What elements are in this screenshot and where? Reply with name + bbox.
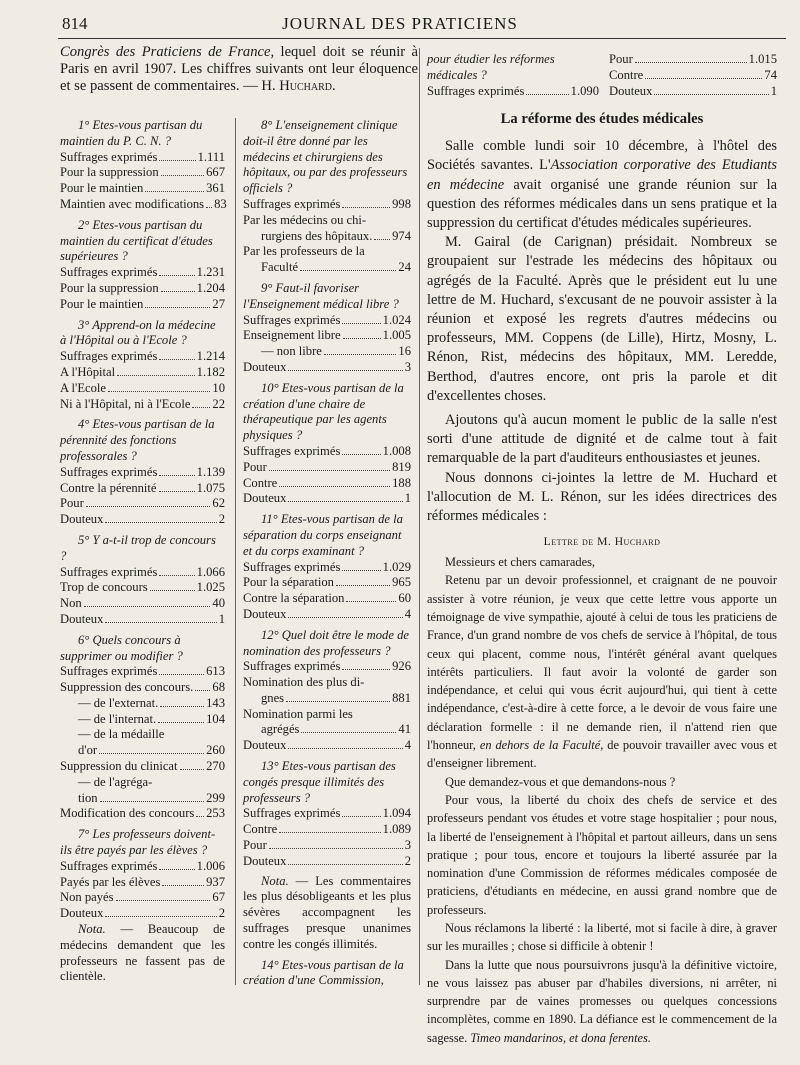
result-value: 22 xyxy=(212,396,225,411)
survey-column-2 xyxy=(243,118,411,989)
result-row xyxy=(60,150,225,166)
leader-dots xyxy=(159,275,194,276)
leader-dots xyxy=(145,191,204,192)
result-row xyxy=(243,854,411,870)
nota-2: Nota. — Les commentaires les plus désobligeants et les plus sévères accompagnent les suffrages presque unanimes contre les congés illimités. xyxy=(243,873,411,951)
result-row xyxy=(243,476,411,492)
question-9-results xyxy=(243,313,411,376)
result-label: Pour la suppression xyxy=(60,165,159,180)
result-label: Suffrages exprimés xyxy=(243,443,341,458)
question-11-results xyxy=(243,560,411,623)
leader-dots xyxy=(342,323,380,324)
result-value: 667 xyxy=(206,165,225,180)
result-row xyxy=(60,365,225,381)
result-label: Non payés xyxy=(60,890,114,905)
leader-dots xyxy=(288,617,402,618)
question-2: 2° Etes-vous partisan du maintien du certificat d'études supérieures ? xyxy=(60,217,213,264)
result-row: Suffrages exprimés 1.090 xyxy=(427,83,599,98)
question-12: 12° Quel doit être le mode de nomination des professeurs ? xyxy=(243,627,409,658)
result-value: 3 xyxy=(404,359,411,374)
result-row: rurgiens des hôpitaux. 974 xyxy=(261,228,411,243)
result-value: 1.089 xyxy=(382,822,411,837)
result-row xyxy=(243,822,411,838)
result-value: 998 xyxy=(392,196,411,211)
leader-dots xyxy=(84,606,211,607)
result-row xyxy=(243,344,411,360)
result-label: Suffrages exprimés xyxy=(60,858,158,873)
question-11: 11° Etes-vous partisan de la séparation du corps enseignant et du corps examinant ? xyxy=(243,512,403,558)
result-value: 1.182 xyxy=(196,364,225,379)
result-row xyxy=(60,875,225,891)
result-label: Suffrages exprimés xyxy=(243,196,341,211)
question-12-results xyxy=(243,659,411,675)
question-14-results xyxy=(609,52,777,99)
question-9: 9° Faut-il favoriser l'Enseignement médical libre ? xyxy=(243,280,399,311)
page-number: 814 xyxy=(62,14,88,33)
leader-dots xyxy=(159,575,194,576)
result-value: 67 xyxy=(212,890,225,905)
letter-paragraph-1: Retenu par un devoir professionnel, et craignant de ne pouvoir assister à votre réunion, je veux que cette lettre vous apporte un témoignage de vive sympathie, ajouté à celui de tous les praticiens de France, d'un grand nombre de vos chefs de service à l'hôpital, de tous ceux qui placent, comme nous, l'intérêt général avant quelques intérêts particuliers. Il faut avoir la volonté de garder son indépendance, et celui qui vous écrit aujourd'hui, qui tient à cette indépendance, c'est-à-dire à cette force, a le devoir de vous faire une déclaration formelle : il ne demande rien, il n'attend rien que l'honneur, en dehors de la Faculté, de pouvoir travailler avec vous et d'enseigner librement. xyxy=(427,573,777,771)
result-value: 1.075 xyxy=(196,480,225,495)
result-row xyxy=(243,444,411,460)
result-label: Contre la pérennité xyxy=(60,480,157,495)
result-row xyxy=(609,84,777,100)
result-row xyxy=(60,890,225,906)
letter-paragraph-4: Nous réclamons la liberté : la liberté, mot si facile à dire, à graver sur les murailles ; chose si difficile à obtenir ! xyxy=(427,920,777,954)
result-label: Suffrages exprimés xyxy=(243,312,341,327)
result-row: Suppression du clinicat 270 xyxy=(60,759,225,774)
result-row xyxy=(243,491,411,507)
leader-dots xyxy=(288,864,402,865)
result-value: 1.029 xyxy=(382,559,411,574)
page-header xyxy=(0,0,800,40)
result-value: 1.111 xyxy=(197,149,225,164)
result-row xyxy=(243,575,411,591)
article-paragraph-1: Salle comble lundi soir 10 décembre, à l'hôtel des Sociétés savantes. L'Association corporative des Etudiants en médecine avait organisé une grande réunion sur la question des réformes médicales dans un sens pratique et la suppression du certificat d'études médicales supérieures. xyxy=(427,138,778,231)
result-row xyxy=(60,265,225,281)
leader-dots xyxy=(206,207,212,208)
question-2-results xyxy=(60,265,225,312)
result-label: Suffrages exprimés xyxy=(243,659,341,674)
letter-heading: Lettre de M. Huchard xyxy=(543,535,661,549)
nota-1: Nota. — Beaucoup de médecins demandent que les professeurs ne fassent pas de clientèle. xyxy=(60,922,225,984)
result-row: tion 299 xyxy=(78,790,225,805)
result-label: — de la médaille xyxy=(78,727,165,742)
leader-dots xyxy=(159,359,194,360)
result-label: Douteux xyxy=(243,491,287,506)
result-value: 1.214 xyxy=(196,349,225,364)
result-row xyxy=(60,349,225,365)
leader-dots xyxy=(279,486,390,487)
leader-dots xyxy=(158,722,204,723)
result-label: Nomination des plus di- xyxy=(243,675,365,690)
result-label: Suffrages exprimés xyxy=(60,149,158,164)
result-row xyxy=(60,297,225,313)
lead-text: lequel doit se réunir à Paris en avril 1907. Les chiffres suivants ont leur éloquence et se passent de commentaires. — H. xyxy=(60,44,418,94)
leader-dots xyxy=(145,307,210,308)
question-7: 7° Les professeurs doivent-ils être payés par les élèves ? xyxy=(60,827,216,858)
result-row xyxy=(60,465,225,481)
letter-salutation: Messieurs et chers camarades, xyxy=(445,555,596,570)
leader-dots xyxy=(342,454,380,455)
question-1-results xyxy=(60,150,225,213)
question-5-results xyxy=(60,565,225,628)
question-8: 8° L'enseignement clinique doit-il être donné par les médecins et chirurgiens des hôpitaux, ou par des professeurs officiels ? xyxy=(243,118,408,196)
result-value: 10 xyxy=(212,380,225,395)
leader-dots xyxy=(346,601,396,602)
leader-dots xyxy=(116,900,211,901)
article-column xyxy=(427,52,777,1047)
leader-dots xyxy=(150,590,195,591)
result-label: Suffrages exprimés xyxy=(60,564,158,579)
result-label: Maintien avec modifications xyxy=(60,196,205,211)
leader-dots xyxy=(342,570,380,571)
question-3: 3° Apprend-on la médecine à l'Hôpital ou à l'Ecole ? xyxy=(60,317,216,348)
leader-dots xyxy=(159,674,204,675)
leader-dots xyxy=(159,475,194,476)
result-label: A l'Ecole xyxy=(60,380,106,395)
result-label: Contre la séparation xyxy=(243,591,345,606)
result-row: gnes 881 xyxy=(261,690,411,705)
leader-dots xyxy=(269,848,403,849)
result-label: Douteux xyxy=(243,853,287,868)
result-label: Suffrages exprimés xyxy=(243,806,341,821)
leader-dots xyxy=(105,916,216,917)
result-row xyxy=(60,906,225,922)
result-value: 613 xyxy=(206,664,225,679)
leader-dots xyxy=(324,354,397,355)
result-label: Payés par les élèves xyxy=(60,874,161,889)
result-value: 926 xyxy=(392,659,411,674)
result-value: 1.024 xyxy=(382,312,411,327)
question-8-results xyxy=(243,197,411,213)
result-row: Modification des concours 253 xyxy=(60,806,225,821)
result-label: Pour la suppression xyxy=(60,280,159,295)
result-label: Suppression des concours. xyxy=(60,680,194,695)
result-value: 16 xyxy=(398,344,411,359)
letter-paragraph-2: Que demandez-vous et que demandons-nous ? xyxy=(445,774,676,789)
leader-dots xyxy=(195,690,210,691)
question-4-results xyxy=(60,465,225,528)
result-label: Pour xyxy=(243,459,267,474)
leader-dots xyxy=(159,869,194,870)
result-label: Non xyxy=(60,596,82,611)
article-paragraph-2: M. Gairal (de Carignan) présidait. Nombreux se groupaient sur l'estrade les médecins des hôpitaux ou agrégés de la Faculté. Après que le président eut lu une lettre de M. Huchard, s'excusant de ne pouvoir assister à la réunion et exposé les regrets d'autres médecins ou professeurs, MM. Coppens (de Lille), Hirtz, Mosny, L. Rénon, Rist, médecins des hôpitaux, MM. Leredde, Berthod, d'autres encore, ont pris la parole et dit d'excellentes choses. xyxy=(427,234,777,404)
question-14: 14° Etes-vous partisan de la création d'une Commission, xyxy=(243,957,404,988)
result-row xyxy=(60,565,225,581)
result-row xyxy=(243,806,411,822)
leader-dots xyxy=(161,175,204,176)
result-row xyxy=(60,397,225,413)
leader-dots xyxy=(635,62,747,63)
result-row xyxy=(60,481,225,497)
result-value: 83 xyxy=(214,196,227,211)
question-13-results xyxy=(243,806,411,869)
result-value: 1.139 xyxy=(196,464,225,479)
question-6: 6° Quels concours à supprimer ou modifier ? xyxy=(60,632,183,663)
leader-dots xyxy=(162,885,204,886)
result-label: Suffrages exprimés xyxy=(60,464,158,479)
leader-dots xyxy=(342,816,380,817)
result-row: Faculté 24 xyxy=(261,260,411,275)
result-value: 1.005 xyxy=(382,328,411,343)
result-label: — de l'agréga- xyxy=(78,774,153,789)
result-row xyxy=(60,381,225,397)
question-10-results xyxy=(243,444,411,507)
question-1: 1° Etes-vous partisan du maintien du P. C. N. ? xyxy=(60,118,203,148)
question-3-results xyxy=(60,349,225,412)
result-value: 1.025 xyxy=(196,580,225,595)
result-label: Douteux xyxy=(60,906,104,921)
leader-dots xyxy=(645,78,762,79)
question-5: 5° Y a-t-il trop de concours ? xyxy=(60,532,216,563)
letter-paragraph-5: Dans la lutte que nous poursuivrons jusqu'à la définitive victoire, ne vous laissez pas abuser par d'habiles diversions, ni arrêter, ni surprendre par de vaines promesses ou quelques concessions incomplètes, comme en 1890. La défiance est le commencement de la sagesse. Timeo mandarinos, et dona ferentes. xyxy=(427,957,777,1045)
result-value: 2 xyxy=(218,906,225,921)
result-value: 1.231 xyxy=(196,265,225,280)
leader-dots xyxy=(159,491,195,492)
result-row: d'or 260 xyxy=(78,743,225,758)
result-row xyxy=(243,607,411,623)
result-row xyxy=(60,496,225,512)
result-label: Par les médecins ou chi- xyxy=(243,212,367,227)
leader-dots xyxy=(117,375,195,376)
leader-dots xyxy=(288,501,402,502)
article-paragraph-4: Nous donnons ci-jointes la lettre de M. Huchard et l'allocution de M. L. Rénon, sur les idées directrices des réformes médicales : xyxy=(427,469,777,525)
result-row xyxy=(60,165,225,181)
letter-paragraph-3: Pour vous, la liberté du choix des chefs de service et des professeurs pendant vos études et votre stage hospitalier ; pour nous, la liberté de l'enseignement à l'hôpital et partout ailleurs, dans un sens pratique ; pour tous, encore et toujours la liberté assurée par la nomination d'une Commission de réformes médicales composée de praticiens, d'étudiants en médecine, en aussi grand nombre que de professeurs. xyxy=(427,792,777,917)
result-value: 68 xyxy=(212,680,225,695)
result-value: 1 xyxy=(770,83,777,98)
result-row xyxy=(243,197,411,213)
result-label: Suffrages exprimés xyxy=(243,559,341,574)
result-row xyxy=(60,512,225,528)
result-label: Douteux xyxy=(609,83,653,98)
result-value: 27 xyxy=(212,296,225,311)
result-row xyxy=(243,313,411,329)
result-row xyxy=(609,68,777,84)
result-label: Contre xyxy=(609,67,644,82)
result-row xyxy=(60,612,225,628)
result-row xyxy=(60,181,225,197)
leader-dots xyxy=(161,291,195,292)
result-value: 2 xyxy=(218,512,225,527)
result-label: Trop de concours xyxy=(60,580,148,595)
result-label: Douteux xyxy=(60,512,104,527)
result-row xyxy=(243,560,411,576)
result-value: 40 xyxy=(212,596,225,611)
journal-title: JOURNAL DES PRATICIENS xyxy=(282,14,518,33)
header-rule xyxy=(58,38,786,39)
result-label: A l'Hôpital xyxy=(60,364,116,379)
leader-dots xyxy=(343,338,381,339)
result-row xyxy=(60,281,225,297)
leader-dots xyxy=(105,522,216,523)
result-row xyxy=(243,591,411,607)
letter-body xyxy=(427,553,777,1047)
result-value: 965 xyxy=(392,575,411,590)
result-label: — de l'internat. xyxy=(78,711,157,726)
leader-dots xyxy=(342,207,390,208)
result-row: agrégés 41 xyxy=(261,722,411,737)
leader-dots xyxy=(279,832,380,833)
result-label: Douteux xyxy=(60,611,104,626)
result-value: 60 xyxy=(398,591,411,606)
result-label: — de l'externat. xyxy=(78,695,159,710)
result-value: 74 xyxy=(764,67,777,82)
result-value: 937 xyxy=(206,874,225,889)
result-value: 143 xyxy=(206,695,225,710)
result-label: Pour xyxy=(609,52,633,66)
survey-column-1 xyxy=(60,118,225,985)
question-7-results xyxy=(60,859,225,922)
leader-dots xyxy=(105,622,216,623)
question-13: 13° Etes-vous partisan des congés presque illimités des professeurs ? xyxy=(243,759,396,805)
result-label: Enseignement libre xyxy=(243,328,341,343)
result-value: 3 xyxy=(404,838,411,853)
result-row xyxy=(60,596,225,612)
question-14-text: pour étudier les réformes médicales ? xyxy=(427,52,555,82)
result-label: — non libre xyxy=(261,344,322,359)
leader-dots xyxy=(269,470,390,471)
leader-dots xyxy=(160,706,204,707)
result-row: Douteux 4 xyxy=(243,738,411,753)
result-row xyxy=(60,696,225,712)
result-row xyxy=(243,838,411,854)
result-value: 1.015 xyxy=(748,52,777,66)
column-divider-2 xyxy=(419,48,420,985)
result-value: 1.008 xyxy=(382,443,411,458)
result-value: 2 xyxy=(404,853,411,868)
result-label: Suffrages exprimés xyxy=(60,349,158,364)
result-label: Pour xyxy=(243,838,267,853)
result-value: 1.094 xyxy=(382,806,411,821)
question-14-continuation xyxy=(427,52,777,99)
lead-signature: Huchard. xyxy=(279,78,336,94)
result-label: Pour le maintien xyxy=(60,296,144,311)
result-value: 1 xyxy=(218,611,225,626)
result-value: 1.006 xyxy=(196,858,225,873)
leader-dots xyxy=(336,585,390,586)
question-6-results xyxy=(60,664,225,727)
result-value: 104 xyxy=(206,711,225,726)
result-row xyxy=(60,664,225,680)
result-row xyxy=(243,360,411,376)
result-value: 62 xyxy=(212,496,225,511)
result-label: Contre xyxy=(243,475,278,490)
result-label: Pour la séparation xyxy=(243,575,334,590)
lead-italic: Congrès des Praticiens de France, xyxy=(60,44,275,60)
result-row xyxy=(60,859,225,875)
result-label: Pour le maintien xyxy=(60,181,144,196)
result-value: 1 xyxy=(404,491,411,506)
question-10: 10° Etes-vous partisan de la création d'une chaire de thérapeutique par les agents physiques ? xyxy=(243,380,404,443)
result-row xyxy=(60,712,225,728)
column-divider-1 xyxy=(235,118,236,985)
result-label: Douteux xyxy=(243,359,287,374)
result-label: Nomination parmi les xyxy=(243,706,353,721)
leader-dots xyxy=(192,407,210,408)
result-label: Suffrages exprimés xyxy=(60,265,158,280)
result-value: 1.204 xyxy=(196,280,225,295)
result-value: 361 xyxy=(206,181,225,196)
result-row xyxy=(243,659,411,675)
result-row xyxy=(60,197,225,213)
lead-paragraph xyxy=(60,44,418,95)
leader-dots xyxy=(288,370,402,371)
section-title: La réforme des études médicales xyxy=(500,111,704,128)
leader-dots xyxy=(654,94,768,95)
result-row xyxy=(60,580,225,596)
result-row xyxy=(609,52,777,68)
result-value: 1.066 xyxy=(196,564,225,579)
result-label: Ni à l'Hôpital, ni à l'Ecole xyxy=(60,396,191,411)
result-value: 4 xyxy=(404,606,411,621)
article-paragraph-3: Ajoutons qu'à aucun moment le public de la salle n'est sorti d'une attitude de dignité et de calme tout à fait remarquable de la part d'auditeurs enthousiastes et jeunes. xyxy=(427,412,777,467)
result-label: Pour xyxy=(60,496,84,511)
result-label: Douteux xyxy=(243,606,287,621)
leader-dots xyxy=(159,160,195,161)
result-value: 188 xyxy=(392,475,411,490)
leader-dots xyxy=(86,506,211,507)
result-label: Suffrages exprimés xyxy=(60,664,158,679)
result-value: 819 xyxy=(392,459,411,474)
leader-dots xyxy=(342,669,390,670)
question-4: 4° Etes-vous partisan de la pérennité des fonctions professorales ? xyxy=(60,417,215,463)
result-row xyxy=(60,680,225,696)
result-label: Par les professeurs de la xyxy=(243,244,365,259)
result-label: Contre xyxy=(243,822,278,837)
result-row xyxy=(243,328,411,344)
leader-dots xyxy=(108,391,210,392)
result-row xyxy=(243,460,411,476)
